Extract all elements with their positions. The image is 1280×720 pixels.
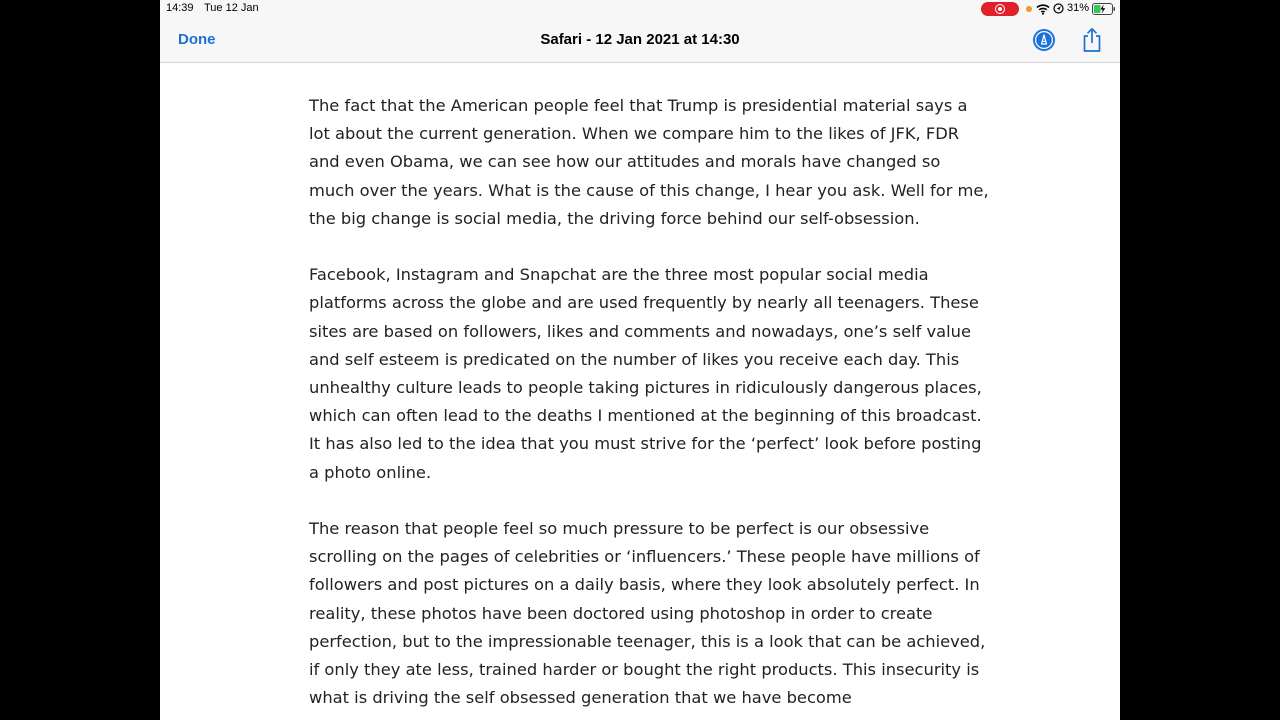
microphone-indicator-icon xyxy=(1026,6,1032,12)
status-time: 14:39 xyxy=(166,2,194,14)
navigation-bar xyxy=(160,18,1120,63)
screen xyxy=(160,0,1120,720)
wifi-icon xyxy=(1036,3,1050,15)
article-paragraph: Facebook, Instagram and Snapchat are the three most popular social media platforms across the globe and are used frequently by nearly all teenagers. These sites are based on followers, likes and comments and nowadays, one’s self value and self esteem is predicated on the number of likes you receive each day. This unhealthy culture leads to people taking pictures in ridiculously dangerous places, which can often lead to the deaths I mentioned at the beginning of this broadcast. It has also led to the idea that you must strive for the ‘perfect’ look before posting a photo online. xyxy=(309,265,982,482)
battery-charging-icon xyxy=(1092,3,1116,15)
article-paragraph: The reason that people feel so much pressure to be perfect is our obsessive scrolling on the pages of celebrities or ‘influencers.’ These people have millions of followers and post pictures on a daily basis, where they look absolutely perfect. In reality, these photos have been doctored using photoshop in order to create perfection, but to the impressionable teenager, this is a look that can be achieved, if only they ate less, trained harder or bought the right products. This insecurity is what is driving the self obsessed generation that we have become xyxy=(309,519,986,708)
share-icon[interactable] xyxy=(1081,27,1103,53)
article-body xyxy=(309,92,989,720)
location-icon xyxy=(1053,3,1064,14)
screen-recording-icon[interactable] xyxy=(981,2,1019,16)
status-date: Tue 12 Jan xyxy=(204,2,259,14)
markup-pen-icon[interactable] xyxy=(1032,28,1056,52)
done-button[interactable]: Done xyxy=(178,31,216,48)
article-paragraph: The fact that the American people feel that Trump is presidential material says a lot about the current generation. When we compare him to the likes of JFK, FDR and even Obama, we can see how our attitudes and morals have changed so much over the years. What is the cause of this change, I hear you ask. Well for me, the big change is social media, the driving force behind our self-obsession. xyxy=(309,96,989,228)
document-title: Safari - 12 Jan 2021 at 14:30 xyxy=(540,31,740,48)
battery-percentage: 31% xyxy=(1067,2,1090,14)
status-bar xyxy=(160,0,1120,18)
